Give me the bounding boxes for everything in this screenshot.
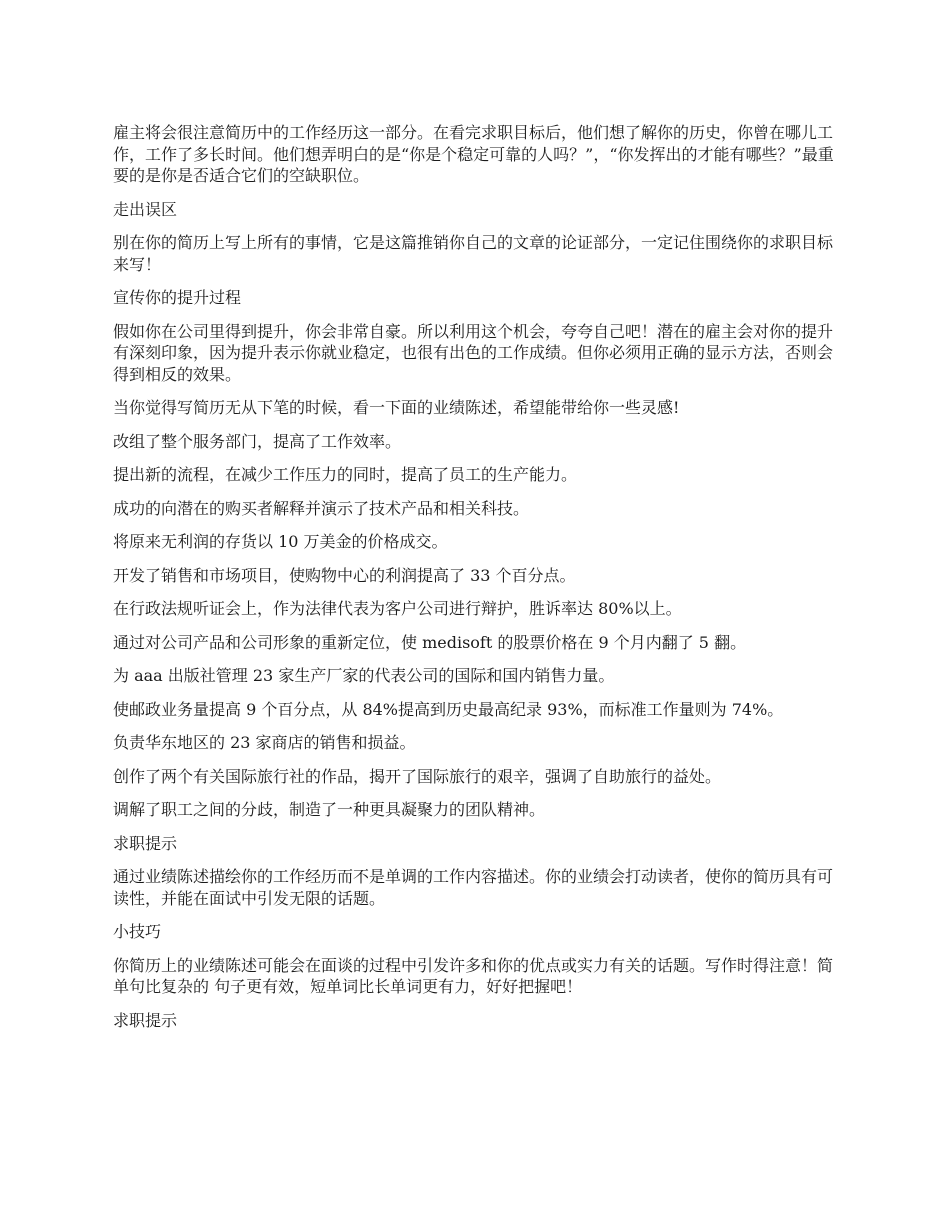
achievement-item: 通过对公司产品和公司形象的重新定位，使 medisoft 的股票价格在 9 个月内翻了 5 翻。 <box>113 632 747 652</box>
achievement-item: 调解了职工之间的分歧，制造了一种更具凝聚力的团队精神。 <box>113 800 546 819</box>
paragraph-achievement-intro: 当你觉得写简历无从下笔的时候，看一下面的业绩陈述，希望能带给你一些灵感! <box>113 398 680 417</box>
achievement-item: 为 aaa 出版社管理 23 家生产厂家的代表公司的国际和国内销售力量。 <box>113 666 615 685</box>
paragraph-small-tips: 你简历上的业绩陈述可能会在面谈的过程中引发许多和你的优点或实力有关的话题。写作时得注意！简单句比复杂的 句子更有效，短单词比长单词更有力，好好把握吧！ <box>113 955 834 996</box>
achievement-item: 使邮政业务量提高 9 个百分点，从 84%提高到历史最高纪录 93%，而标准工作量则为 74%。 <box>113 699 784 719</box>
achievement-item: 在行政法规听证会上，作为法律代表为客户公司进行辩护，胜诉率达 80%以上。 <box>113 599 682 618</box>
achievement-item: 负责华东地区的 23 家商店的销售和损益。 <box>113 733 416 752</box>
achievement-item: 开发了销售和市场项目，使购物中心的利润提高了 33 个百分点。 <box>113 565 576 585</box>
achievement-item: 成功的向潜在的购买者解释并演示了技术产品和相关科技。 <box>113 498 530 518</box>
paragraph-avoid-mistakes: 别在你的简历上写上所有的事情，它是这篇推销你自己的文章的论证部分，一定记住围绕你的求职目标来写！ <box>113 233 834 274</box>
heading-promotion-process: 宣传你的提升过程 <box>113 288 242 307</box>
achievement-item: 将原来无利润的存货以 10 万美金的价格成交。 <box>113 532 448 551</box>
paragraph-job-tips: 通过业绩陈述描绘你的工作经历而不是单调的工作内容描述。你的业绩会打动读者，使你的简历具有可读性，并能在面试中引发无限的话题。 <box>113 867 834 908</box>
heading-job-tips: 求职提示 <box>113 833 178 853</box>
heading-small-tips: 小技巧 <box>113 922 162 941</box>
paragraph-promotion-process: 假如你在公司里得到提升，你会非常自豪。所以利用这个机会，夸夸自己吧！潜在的雇主会对你的提升有深刻印象，因为提升表示你就业稳定，也很有出色的工作成绩。但你必须用正确的显示方法，否则会得到相反的效果。 <box>113 321 834 384</box>
paragraph-work-experience-intro: 雇主将会很注意简历中的工作经历这一部分。在看完求职目标后，他们想了解你的历史，你曾在哪儿工作，工作了多长时间。他们想弄明白的是“你是个稳定可靠的人吗？”，“你发挥出的才能有哪些？”最重要的是你是否适合它们的空缺职位。 <box>113 123 834 185</box>
heading-job-tips-2: 求职提示 <box>113 1010 178 1030</box>
heading-avoid-mistakes: 走出误区 <box>113 199 178 219</box>
achievement-item: 创作了两个有关国际旅行社的作品，揭开了国际旅行的艰辛，强调了自助旅行的益处。 <box>113 766 722 786</box>
achievement-item: 改组了整个服务部门，提高了工作效率。 <box>113 431 402 451</box>
achievement-item: 提出新的流程，在减少工作压力的同时，提高了员工的生产能力。 <box>113 465 578 484</box>
